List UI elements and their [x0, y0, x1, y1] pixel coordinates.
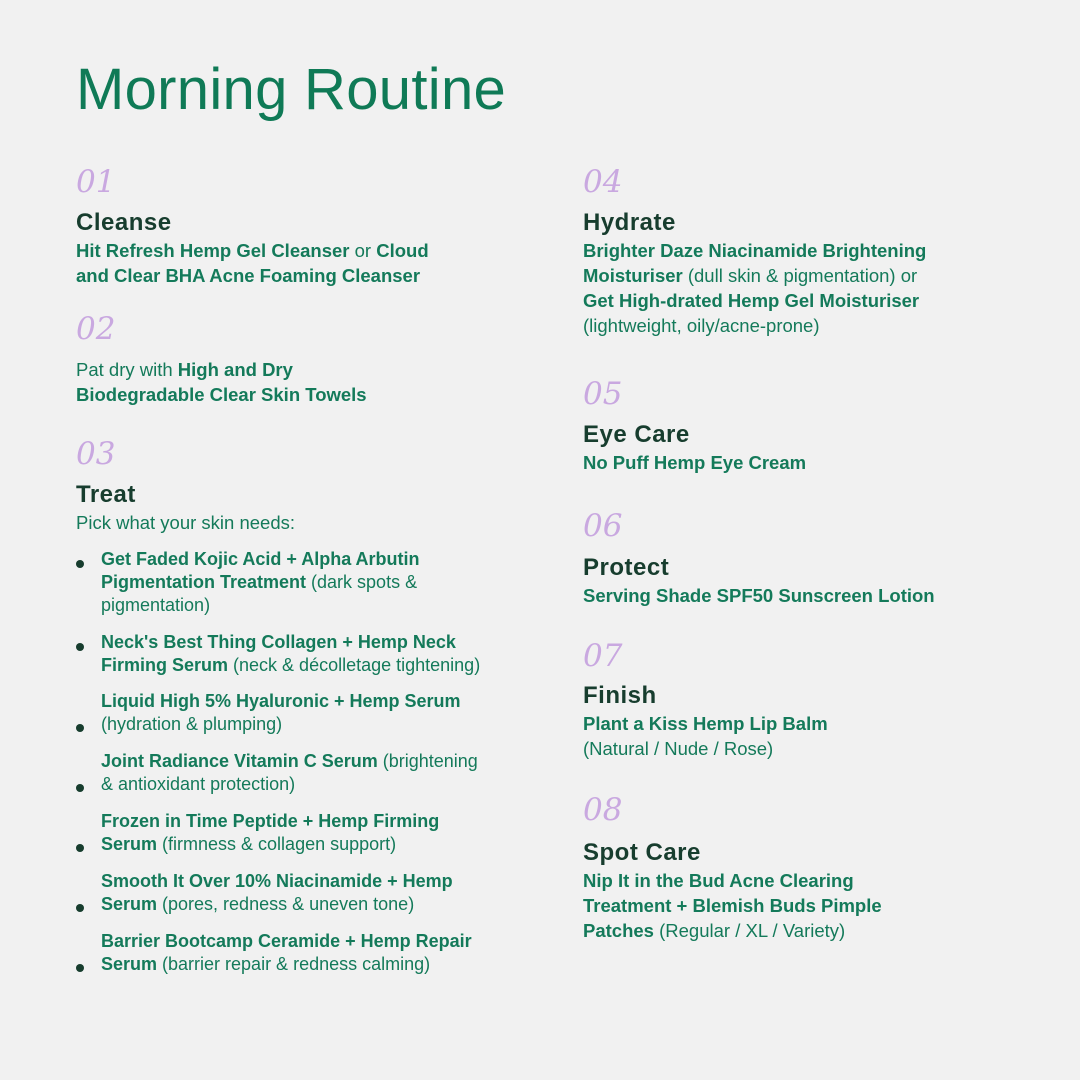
product-name: Biodegradable Clear Skin Towels	[76, 384, 367, 405]
benefit-text: pigmentation)	[101, 595, 211, 615]
benefit-text: & antioxidant protection)	[101, 774, 296, 794]
benefit-text: (pores, redness & uneven tone)	[157, 894, 415, 914]
product-name: Get High-drated Hemp Gel Moisturiser	[583, 290, 920, 311]
product-name: Serum	[101, 894, 158, 914]
product-name: Brighter Daze Niacinamide Brightening	[583, 240, 927, 261]
bullet-dot	[76, 904, 84, 912]
bullet-dot	[76, 724, 84, 732]
product-name: Get Faded Kojic Acid + Alpha Arbutin	[101, 549, 420, 569]
step-heading-hydrate: Hydrate	[583, 209, 676, 236]
step-heading-treat: Treat	[76, 481, 136, 508]
product-name: Hit Refresh Hemp Gel Cleanser	[76, 240, 350, 261]
product-name: Serving Shade SPF50 Sunscreen Lotion	[583, 585, 935, 606]
product-name: Joint Radiance Vitamin C Serum	[101, 751, 378, 771]
product-name: High and Dry	[177, 359, 293, 380]
instruction-text: Pat dry with	[76, 359, 178, 380]
list-item-text	[101, 930, 546, 976]
step-description-eye-care	[583, 450, 1023, 475]
product-name: Plant a Kiss Hemp Lip Balm	[583, 713, 828, 734]
step-number-02: 02	[76, 311, 116, 347]
bullet-dot	[76, 643, 84, 651]
step-description-cleanse	[76, 238, 536, 288]
step-number-06: 06	[583, 508, 623, 544]
step-number-03: 03	[76, 436, 116, 472]
list-item-text	[101, 750, 546, 796]
step-number-08: 08	[583, 792, 623, 828]
list-item-text	[101, 870, 546, 916]
step-number-07: 07	[583, 638, 623, 674]
product-name: Serum	[101, 954, 158, 974]
benefit-text: (dull skin & pigmentation) or	[682, 265, 918, 286]
benefit-text: (brightening	[377, 751, 478, 771]
benefit-text: (barrier repair & redness calming)	[157, 954, 431, 974]
product-name: Smooth It Over 10% Niacinamide + Hemp	[101, 871, 453, 891]
variant-text: (Natural / Nude / Rose)	[583, 738, 774, 759]
treat-subtitle: Pick what your skin needs:	[76, 512, 296, 533]
benefit-text: (dark spots &	[306, 572, 418, 592]
list-item-text	[101, 810, 546, 856]
step-description-hydrate	[583, 238, 1023, 338]
product-name: Serum	[101, 834, 158, 854]
variant-text: (Regular / XL / Variety)	[653, 920, 846, 941]
page-title: Morning Routine	[76, 57, 507, 122]
benefit-text: (neck & décolletage tightening)	[228, 655, 481, 675]
product-name: No Puff Hemp Eye Cream	[583, 452, 807, 473]
step-description-protect	[583, 583, 1023, 608]
step-description-pat-dry	[76, 357, 536, 407]
bullet-dot	[76, 784, 84, 792]
step-description-finish	[583, 711, 1023, 761]
list-item-text	[101, 548, 546, 617]
product-name: Nip It in the Bud Acne Clearing	[583, 870, 854, 891]
benefit-text: (lightweight, oily/acne-prone)	[583, 315, 820, 336]
step-number-05: 05	[583, 376, 623, 412]
product-name: Firming Serum	[101, 655, 229, 675]
step-number-04: 04	[583, 164, 623, 200]
bullet-dot	[76, 844, 84, 852]
product-name: Treatment + Blemish Buds Pimple	[583, 895, 882, 916]
benefit-text: (firmness & collagen support)	[157, 834, 397, 854]
product-name: and Clear BHA Acne Foaming Cleanser	[76, 265, 421, 286]
list-item-text	[101, 631, 546, 677]
product-name: Patches	[583, 920, 654, 941]
bullet-dot	[76, 964, 84, 972]
benefit-text: (hydration & plumping)	[101, 714, 283, 734]
product-name: Liquid High 5% Hyaluronic + Hemp Serum	[101, 691, 461, 711]
bullet-dot	[76, 560, 84, 568]
product-name: Pigmentation Treatment	[101, 572, 307, 592]
step-description-spot-care	[583, 868, 1023, 943]
step-heading-protect: Protect	[583, 554, 670, 581]
step-number-01: 01	[76, 164, 116, 200]
product-name: Moisturiser	[583, 265, 683, 286]
product-name: Frozen in Time Peptide + Hemp Firming	[101, 811, 440, 831]
product-name: Neck's Best Thing Collagen + Hemp Neck	[101, 632, 456, 652]
step-heading-spot-care: Spot Care	[583, 839, 701, 866]
step-heading-cleanse: Cleanse	[76, 209, 172, 236]
step-heading-eye-care: Eye Care	[583, 421, 690, 448]
step-heading-finish: Finish	[583, 682, 657, 709]
list-item-text	[101, 690, 546, 736]
product-name: Cloud	[376, 240, 429, 261]
connector-text: or	[349, 240, 377, 261]
product-name: Barrier Bootcamp Ceramide + Hemp Repair	[101, 931, 472, 951]
